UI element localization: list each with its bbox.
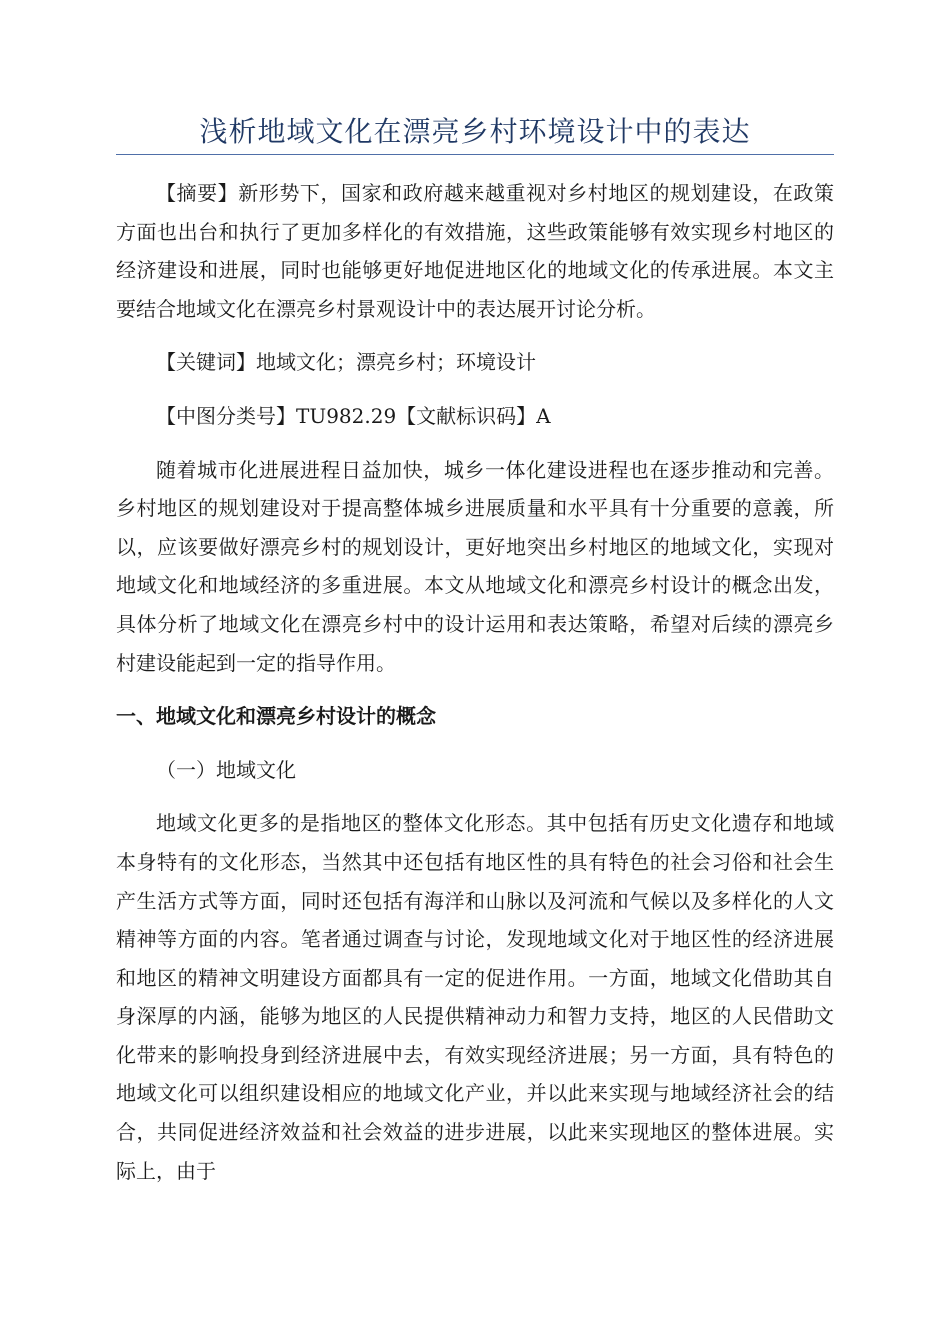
keywords-line: 【关键词】地域文化；漂亮乡村；环境设计: [156, 350, 536, 375]
abstract-paragraph: 【摘要】新形势下，国家和政府越来越重视对乡村地区的规划建设，在政策方面也出台和执行了更加多样化的有效措施，这些政策能够有效实现乡村地区的经济建设和进展，同时也能够更好地促进地区化的地域文化的传承进展。本文主要结合地域文化在漂亮乡村景观设计中的表达展开讨论分析。: [116, 181, 834, 321]
subsection-heading-1-1: （一）地域文化: [156, 757, 296, 782]
intro-paragraph: 随着城市化进展进程日益加快，城乡一体化建设进程也在逐步推动和完善。乡村地区的规划建设对于提高整体城乡进展质量和水平具有十分重要的意義，所以，应该要做好漂亮乡村的规划设计，更好地突出乡村地区的地域文化，实现对地域文化和地域经济的多重进展。本文从地域文化和漂亮乡村设计的概念出发，具体分析了地域文化在漂亮乡村中的设计运用和表达策略，希望对后续的漂亮乡村建设能起到一定的指导作用。: [116, 457, 834, 675]
classification-line: 【中图分类号】TU982.29【文献标识码】A: [156, 403, 551, 428]
section-heading-1: 一、地域文化和漂亮乡村设计的概念: [116, 704, 436, 729]
title-underline: [116, 154, 834, 155]
paper-title: 浅析地域文化在漂亮乡村环境设计中的表达: [199, 115, 751, 148]
paper-body: [116, 174, 834, 1190]
section-1-1-paragraph: 地域文化更多的是指地区的整体文化形态。其中包括有历史文化遗存和地域本身特有的文化形态，当然其中还包括有地区性的具有特色的社会习俗和社会生产生活方式等方面，同时还包括有海洋和山脉以及河流和气候以及多样化的人文精神等方面的内容。笔者通过调查与讨论，发现地域文化对于地区性的经济进展和地区的精神文明建设方面都具有一定的促进作用。一方面，地域文化借助其自身深厚的内涵，能够为地区的人民提供精神动力和智力支持，地区的人民借助文化带来的影响投身到经济进展中去，有效实现经济进展；另一方面，具有特色的地域文化可以组织建设相应的地域文化产业，并以此来实现与地域经济社会的结合，共同促进经济效益和社会效益的进步进展，以此来实现地区的整体进展。实际上，由于: [116, 811, 834, 1183]
